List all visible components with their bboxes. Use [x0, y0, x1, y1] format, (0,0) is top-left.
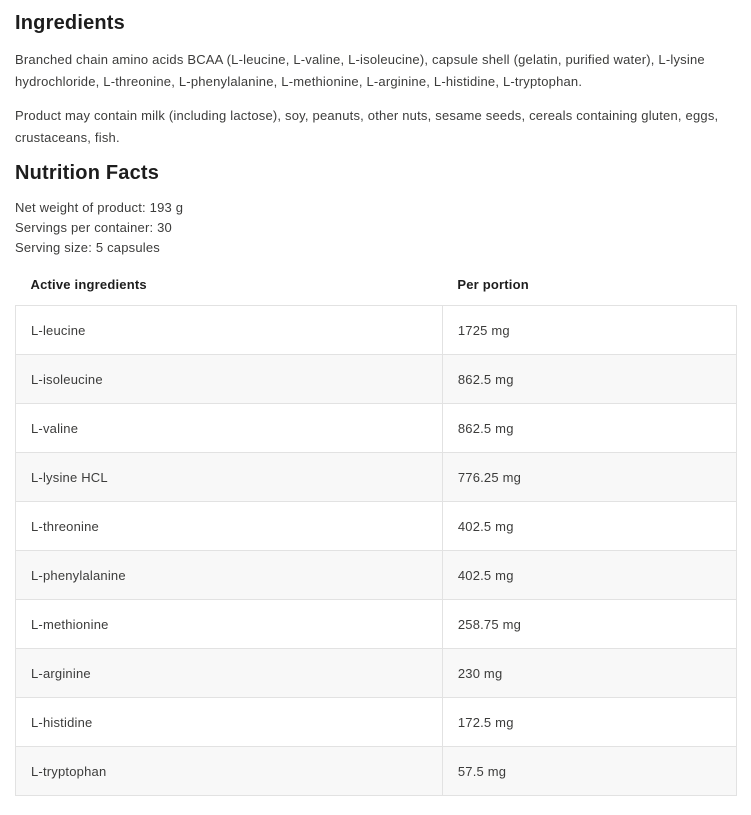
table-header-row — [16, 271, 737, 306]
table-row — [16, 404, 737, 453]
ingredient-amount-cell: 230 mg — [442, 649, 736, 698]
nutrition-facts-title: Nutrition Facts — [15, 162, 160, 184]
ingredient-amount-cell: 862.5 mg — [442, 404, 736, 453]
column-header-per-portion: Per portion — [442, 271, 736, 306]
ingredient-amount-cell: 57.5 mg — [442, 747, 736, 796]
ingredient-amount-cell: 862.5 mg — [442, 355, 736, 404]
table-row — [16, 649, 737, 698]
net-weight-text: Net weight of product: 193 g — [15, 200, 184, 215]
table-row — [16, 551, 737, 600]
table-row — [16, 453, 737, 502]
active-ingredients-table — [15, 271, 737, 796]
column-header-active-ingredients: Active ingredients — [16, 271, 443, 306]
servings-per-container-text: Servings per container: 30 — [15, 220, 172, 235]
ingredient-name-cell: L-phenylalanine — [16, 551, 443, 600]
table-row — [16, 747, 737, 796]
ingredients-title: Ingredients — [15, 12, 125, 34]
ingredients-composition-text: Branched chain amino acids BCAA (L-leucine, L-valine, L-isoleucine), capsule shell (gelatin, purified water), L-lysine hydrochloride, L-threonine, L-phenylalanine, L-methionine, L-arginine, L-histidine, L-tryptophan. — [15, 52, 705, 89]
ingredient-amount-cell: 172.5 mg — [442, 698, 736, 747]
ingredient-name-cell: L-threonine — [16, 502, 443, 551]
ingredient-name-cell: L-isoleucine — [16, 355, 443, 404]
serving-size-text: Serving size: 5 capsules — [15, 240, 160, 255]
nutrition-facts-section — [15, 161, 737, 796]
table-row — [16, 355, 737, 404]
ingredient-amount-cell: 402.5 mg — [442, 551, 736, 600]
ingredient-name-cell: L-methionine — [16, 600, 443, 649]
ingredient-name-cell: L-arginine — [16, 649, 443, 698]
table-row — [16, 306, 737, 355]
ingredients-allergens-text: Product may contain milk (including lactose), soy, peanuts, other nuts, sesame seeds, cereals containing gluten, eggs, crustaceans, fish. — [15, 108, 719, 145]
ingredient-amount-cell: 402.5 mg — [442, 502, 736, 551]
ingredient-amount-cell: 258.75 mg — [442, 600, 736, 649]
ingredient-amount-cell: 776.25 mg — [442, 453, 736, 502]
table-row — [16, 502, 737, 551]
ingredient-name-cell: L-leucine — [16, 306, 443, 355]
table-row — [16, 698, 737, 747]
ingredient-name-cell: L-lysine HCL — [16, 453, 443, 502]
ingredient-name-cell: L-histidine — [16, 698, 443, 747]
ingredient-amount-cell: 1725 mg — [442, 306, 736, 355]
table-body — [16, 306, 737, 796]
ingredient-name-cell: L-tryptophan — [16, 747, 443, 796]
table-row — [16, 600, 737, 649]
ingredient-name-cell: L-valine — [16, 404, 443, 453]
ingredients-section — [15, 11, 737, 149]
